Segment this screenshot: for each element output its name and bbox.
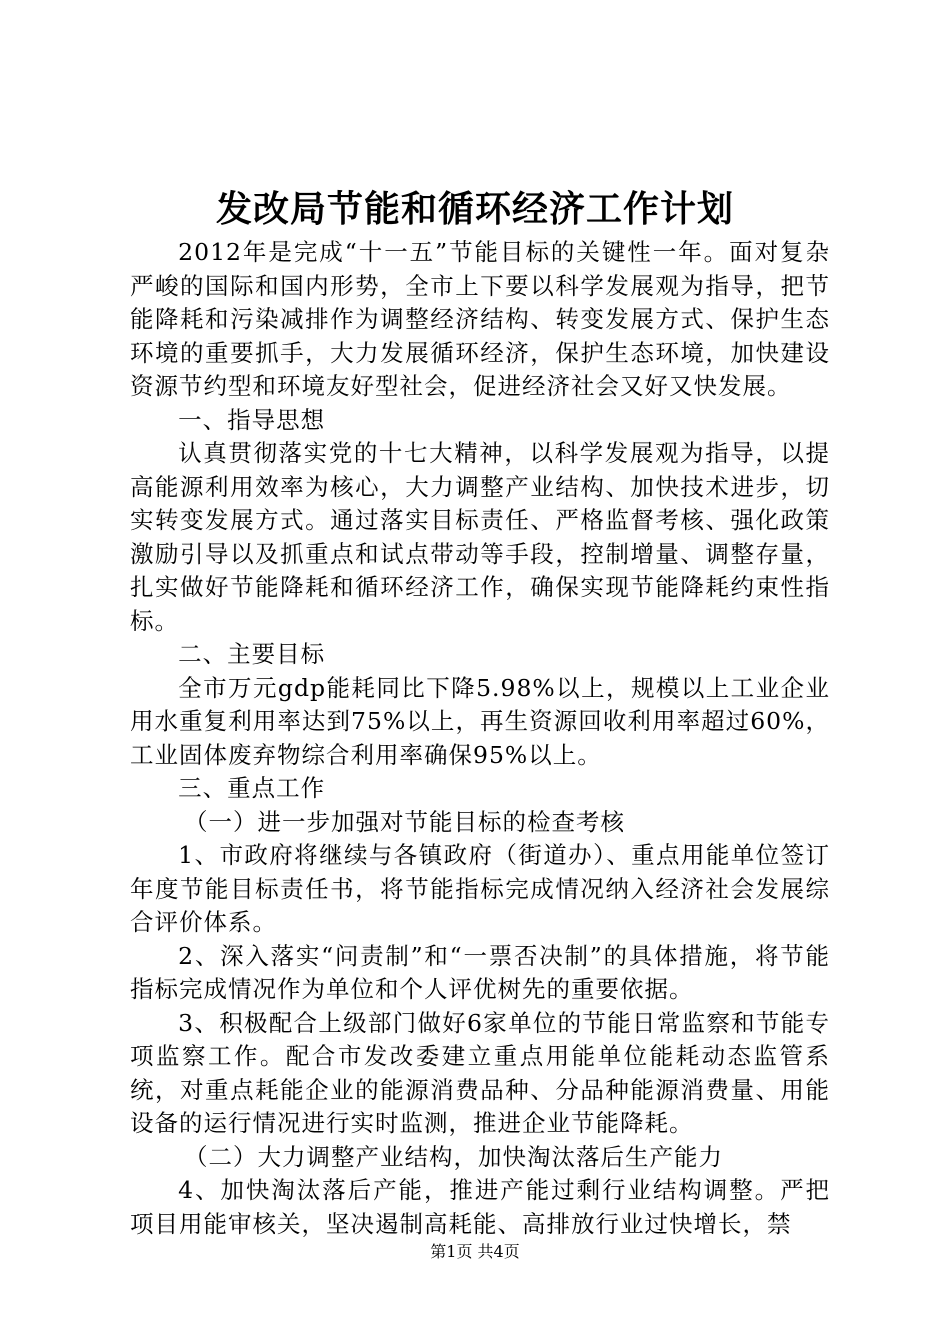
section-heading-guiding-ideology: 一、指导思想 xyxy=(178,405,326,434)
intro-paragraph: 2012年是完成“十一五”节能目标的关键性一年。面对复杂严峻的国际和国内形势，全市上下要以科学发展观为指导，把节能降耗和污染减排作为调整经济结构、转变发展方式、保护生态环境的重要抓手，大力发展循环经济，保护生态环境，加快建设资源节约型和环境友好型社会，促进经济社会又好又快发展。 xyxy=(130,238,830,400)
document-title: 发改局节能和循环经济工作计划 xyxy=(215,189,734,230)
item-paragraph-1: 1、市政府将继续与各镇政府（街道办）、重点用能单位签订年度节能目标责任书，将节能指标完成情况纳入经济社会发展综合评价体系。 xyxy=(130,841,830,936)
item-paragraph-4: 4、加快淘汰落后产能，推进产能过剩行业结构调整。严把项目用能审核关，坚决遏制高耗能、高排放行业过快增长，禁 xyxy=(130,1176,830,1238)
page-footer: 第1页 共4页 xyxy=(430,1242,520,1261)
section-heading-key-work: 三、重点工作 xyxy=(178,774,326,802)
subsection-heading-1: （一）进一步加强对节能目标的检查考核 xyxy=(184,807,626,836)
section-heading-main-goals: 二、主要目标 xyxy=(178,640,326,668)
subsection-heading-2: （二）大力调整产业结构，加快淘汰落后生产能力 xyxy=(184,1142,724,1171)
document-body xyxy=(130,236,830,1241)
item-paragraph-3: 3、积极配合上级部门做好6家单位的节能日常监察和节能专项监察工作。配合市发改委建立重点用能单位能耗动态监管系统，对重点耗能企业的能源消费品种、分品种能源消费量、用能设备的运行情况进行实时监测，推进企业节能降耗。 xyxy=(130,1008,830,1137)
main-goals-paragraph: 全市万元gdp能耗同比下降5.98%以上，规模以上工业企业用水重复利用率达到75%以上，再生资源回收利用率超过60%，工业固体废弃物综合利用率确保95%以上。 xyxy=(130,673,830,769)
item-paragraph-2: 2、深入落实“问责制”和“一票否决制”的具体措施，将节能指标完成情况作为单位和个人评优树先的重要依据。 xyxy=(130,941,830,1003)
guiding-ideology-paragraph: 认真贯彻落实党的十七大精神，以科学发展观为指导，以提高能源利用效率为核心，大力调整产业结构、加快技术进步，切实转变发展方式。通过落实目标责任、严格监督考核、强化政策激励引导以及抓重点和试点带动等手段，控制增量、调整存量，扎实做好节能降耗和循环经济工作，确保实现节能降耗约束性指标。 xyxy=(130,439,830,635)
